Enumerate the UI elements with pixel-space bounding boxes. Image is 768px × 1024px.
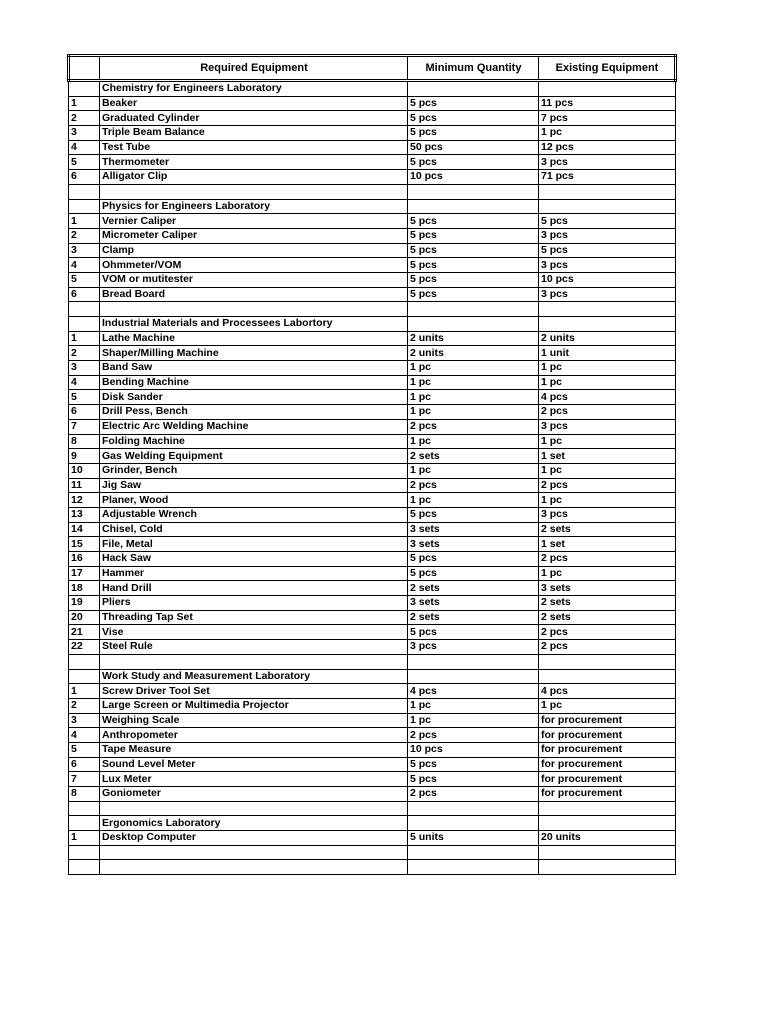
minimum-quantity: 1 pc (408, 405, 539, 420)
row-number: 10 (69, 463, 100, 478)
minimum-quantity (408, 317, 539, 332)
row-number: 21 (69, 625, 100, 640)
existing-equipment: 1 pc (539, 126, 676, 141)
row-number: 3 (69, 243, 100, 258)
equipment-name: Triple Beam Balance (100, 126, 408, 141)
equipment-name: Alligator Clip (100, 170, 408, 185)
minimum-quantity: 5 pcs (408, 287, 539, 302)
existing-equipment: 20 units (539, 831, 676, 846)
minimum-quantity: 1 pc (408, 713, 539, 728)
equipment-name: Sound Level Meter (100, 757, 408, 772)
minimum-quantity: 5 pcs (408, 507, 539, 522)
table-row (69, 228, 676, 243)
minimum-quantity: 2 pcs (408, 728, 539, 743)
equipment-sheet (67, 54, 674, 875)
equipment-name: Test Tube (100, 140, 408, 155)
blank-row (69, 860, 676, 875)
table-row (69, 772, 676, 787)
row-number: 5 (69, 155, 100, 170)
row-number (69, 184, 100, 199)
row-number: 1 (69, 331, 100, 346)
minimum-quantity: 5 pcs (408, 772, 539, 787)
equipment-name (100, 845, 408, 860)
row-number: 1 (69, 831, 100, 846)
section-heading-row (69, 669, 676, 684)
row-number: 8 (69, 787, 100, 802)
minimum-quantity: 5 pcs (408, 126, 539, 141)
row-number: 17 (69, 566, 100, 581)
table-row (69, 331, 676, 346)
table-row (69, 507, 676, 522)
table-row (69, 111, 676, 126)
existing-equipment (539, 199, 676, 214)
row-number (69, 860, 100, 875)
equipment-name: Work Study and Measurement Laboratory (100, 669, 408, 684)
existing-equipment: 12 pcs (539, 140, 676, 155)
row-number: 3 (69, 713, 100, 728)
table-row (69, 449, 676, 464)
minimum-quantity (408, 302, 539, 317)
existing-equipment: 11 pcs (539, 96, 676, 111)
minimum-quantity: 2 sets (408, 610, 539, 625)
equipment-name: Band Saw (100, 361, 408, 376)
minimum-quantity (408, 81, 539, 97)
row-number: 2 (69, 346, 100, 361)
minimum-quantity: 2 units (408, 346, 539, 361)
equipment-name: Chemistry for Engineers Laboratory (100, 81, 408, 97)
minimum-quantity: 1 pc (408, 361, 539, 376)
existing-equipment: 1 pc (539, 698, 676, 713)
equipment-name: Grinder, Bench (100, 463, 408, 478)
minimum-quantity: 5 pcs (408, 552, 539, 567)
blank-row (69, 302, 676, 317)
minimum-quantity: 2 units (408, 331, 539, 346)
minimum-quantity: 10 pcs (408, 742, 539, 757)
row-number: 6 (69, 170, 100, 185)
row-number (69, 302, 100, 317)
row-number: 18 (69, 581, 100, 596)
table-header (69, 56, 676, 81)
existing-equipment: 2 sets (539, 610, 676, 625)
row-number: 20 (69, 610, 100, 625)
minimum-quantity: 5 pcs (408, 625, 539, 640)
table-row (69, 742, 676, 757)
equipment-name: Bread Board (100, 287, 408, 302)
existing-equipment (539, 845, 676, 860)
table-row (69, 625, 676, 640)
equipment-name (100, 654, 408, 669)
existing-equipment: 1 set (539, 537, 676, 552)
minimum-quantity: 3 sets (408, 537, 539, 552)
minimum-quantity (408, 199, 539, 214)
equipment-name: Vise (100, 625, 408, 640)
equipment-name: Goniometer (100, 787, 408, 802)
table-row (69, 214, 676, 229)
row-number: 14 (69, 522, 100, 537)
blank-row (69, 184, 676, 199)
blank-row (69, 845, 676, 860)
table-row (69, 713, 676, 728)
minimum-quantity: 5 pcs (408, 243, 539, 258)
existing-equipment: 3 pcs (539, 507, 676, 522)
equipment-name: Hammer (100, 566, 408, 581)
table-row (69, 831, 676, 846)
minimum-quantity: 1 pc (408, 493, 539, 508)
equipment-name: Desktop Computer (100, 831, 408, 846)
equipment-name: Physics for Engineers Laboratory (100, 199, 408, 214)
table-row (69, 375, 676, 390)
existing-equipment: 2 pcs (539, 405, 676, 420)
existing-equipment: 1 pc (539, 463, 676, 478)
existing-equipment: 2 units (539, 331, 676, 346)
existing-equipment (539, 801, 676, 816)
table-row (69, 361, 676, 376)
row-number: 4 (69, 258, 100, 273)
existing-equipment: 71 pcs (539, 170, 676, 185)
table-row (69, 757, 676, 772)
minimum-quantity: 5 pcs (408, 214, 539, 229)
existing-equipment (539, 860, 676, 875)
existing-equipment: 2 sets (539, 596, 676, 611)
existing-equipment (539, 669, 676, 684)
equipment-name: Steel Rule (100, 640, 408, 655)
minimum-quantity: 5 pcs (408, 96, 539, 111)
row-number: 15 (69, 537, 100, 552)
equipment-name: Adjustable Wrench (100, 507, 408, 522)
equipment-name: Large Screen or Multimedia Projector (100, 698, 408, 713)
minimum-quantity: 3 sets (408, 522, 539, 537)
row-number: 3 (69, 126, 100, 141)
table-row (69, 287, 676, 302)
equipment-name: Ergonomics Laboratory (100, 816, 408, 831)
minimum-quantity: 5 units (408, 831, 539, 846)
existing-equipment: 1 pc (539, 566, 676, 581)
minimum-quantity (408, 669, 539, 684)
table-row (69, 243, 676, 258)
minimum-quantity: 50 pcs (408, 140, 539, 155)
minimum-quantity: 2 pcs (408, 419, 539, 434)
equipment-name: Chisel, Cold (100, 522, 408, 537)
minimum-quantity (408, 184, 539, 199)
existing-equipment: 2 sets (539, 522, 676, 537)
row-number: 8 (69, 434, 100, 449)
existing-equipment: for procurement (539, 772, 676, 787)
existing-equipment (539, 302, 676, 317)
equipment-name: Hack Saw (100, 552, 408, 567)
existing-equipment (539, 184, 676, 199)
existing-equipment: for procurement (539, 713, 676, 728)
table-row (69, 390, 676, 405)
row-number (69, 816, 100, 831)
table-row (69, 478, 676, 493)
minimum-quantity (408, 860, 539, 875)
equipment-name: Electric Arc Welding Machine (100, 419, 408, 434)
minimum-quantity (408, 801, 539, 816)
equipment-name (100, 860, 408, 875)
equipment-name: VOM or mutitester (100, 272, 408, 287)
minimum-quantity: 2 sets (408, 449, 539, 464)
equipment-name: Folding Machine (100, 434, 408, 449)
minimum-quantity: 3 pcs (408, 640, 539, 655)
existing-equipment (539, 816, 676, 831)
equipment-name: Micrometer Caliper (100, 228, 408, 243)
row-number: 1 (69, 214, 100, 229)
header-number (69, 56, 100, 81)
existing-equipment: 4 pcs (539, 684, 676, 699)
header-required-equipment: Required Equipment (100, 56, 408, 81)
table-row (69, 140, 676, 155)
existing-equipment: 1 pc (539, 434, 676, 449)
table-row (69, 170, 676, 185)
table-row (69, 493, 676, 508)
existing-equipment: 2 pcs (539, 625, 676, 640)
equipment-table (67, 54, 677, 875)
section-heading-row (69, 199, 676, 214)
header-row (69, 56, 676, 81)
existing-equipment: 2 pcs (539, 478, 676, 493)
table-row (69, 698, 676, 713)
equipment-name: Lux Meter (100, 772, 408, 787)
equipment-name: Beaker (100, 96, 408, 111)
existing-equipment: 10 pcs (539, 272, 676, 287)
existing-equipment: for procurement (539, 757, 676, 772)
table-row (69, 155, 676, 170)
table-row (69, 537, 676, 552)
header-minimum-quantity: Minimum Quantity (408, 56, 539, 81)
row-number (69, 81, 100, 97)
table-row (69, 640, 676, 655)
row-number: 3 (69, 361, 100, 376)
equipment-name: Planer, Wood (100, 493, 408, 508)
table-row (69, 728, 676, 743)
existing-equipment (539, 654, 676, 669)
existing-equipment: 1 set (539, 449, 676, 464)
row-number (69, 317, 100, 332)
section-heading-row (69, 816, 676, 831)
table-row (69, 787, 676, 802)
equipment-name: Drill Pess, Bench (100, 405, 408, 420)
row-number: 7 (69, 772, 100, 787)
existing-equipment: 2 pcs (539, 552, 676, 567)
existing-equipment: for procurement (539, 728, 676, 743)
equipment-name: File, Metal (100, 537, 408, 552)
row-number: 11 (69, 478, 100, 493)
minimum-quantity: 1 pc (408, 375, 539, 390)
row-number: 2 (69, 228, 100, 243)
row-number (69, 654, 100, 669)
existing-equipment: for procurement (539, 787, 676, 802)
equipment-name: Screw Driver Tool Set (100, 684, 408, 699)
equipment-name: Graduated Cylinder (100, 111, 408, 126)
table-row (69, 405, 676, 420)
existing-equipment: 3 pcs (539, 258, 676, 273)
row-number: 1 (69, 684, 100, 699)
table-row (69, 96, 676, 111)
section-heading-row (69, 317, 676, 332)
row-number: 7 (69, 419, 100, 434)
existing-equipment: 2 pcs (539, 640, 676, 655)
row-number: 6 (69, 287, 100, 302)
equipment-name: Clamp (100, 243, 408, 258)
table-row (69, 346, 676, 361)
row-number (69, 199, 100, 214)
row-number: 12 (69, 493, 100, 508)
table-row (69, 258, 676, 273)
minimum-quantity (408, 816, 539, 831)
existing-equipment: 1 pc (539, 361, 676, 376)
minimum-quantity: 1 pc (408, 463, 539, 478)
equipment-name: Jig Saw (100, 478, 408, 493)
row-number: 2 (69, 111, 100, 126)
equipment-name: Threading Tap Set (100, 610, 408, 625)
minimum-quantity (408, 654, 539, 669)
row-number: 19 (69, 596, 100, 611)
minimum-quantity: 4 pcs (408, 684, 539, 699)
blank-row (69, 654, 676, 669)
existing-equipment: 3 pcs (539, 419, 676, 434)
minimum-quantity: 2 pcs (408, 787, 539, 802)
minimum-quantity: 2 pcs (408, 478, 539, 493)
existing-equipment: 5 pcs (539, 214, 676, 229)
table-row (69, 419, 676, 434)
existing-equipment: 1 pc (539, 375, 676, 390)
row-number: 4 (69, 728, 100, 743)
existing-equipment: 3 pcs (539, 287, 676, 302)
equipment-name (100, 302, 408, 317)
row-number: 5 (69, 272, 100, 287)
minimum-quantity: 2 sets (408, 581, 539, 596)
equipment-name: Hand Drill (100, 581, 408, 596)
equipment-name: Ohmmeter/VOM (100, 258, 408, 273)
row-number: 6 (69, 757, 100, 772)
row-number: 4 (69, 140, 100, 155)
existing-equipment: 7 pcs (539, 111, 676, 126)
existing-equipment: 3 pcs (539, 228, 676, 243)
equipment-name: Thermometer (100, 155, 408, 170)
table-row (69, 552, 676, 567)
equipment-name: Shaper/Milling Machine (100, 346, 408, 361)
row-number (69, 845, 100, 860)
row-number: 5 (69, 742, 100, 757)
table-row (69, 596, 676, 611)
table-row (69, 434, 676, 449)
row-number: 13 (69, 507, 100, 522)
minimum-quantity: 3 sets (408, 596, 539, 611)
minimum-quantity: 5 pcs (408, 228, 539, 243)
equipment-name (100, 801, 408, 816)
table-row (69, 463, 676, 478)
equipment-name: Pliers (100, 596, 408, 611)
equipment-name (100, 184, 408, 199)
equipment-name: Tape Measure (100, 742, 408, 757)
section-heading-row (69, 81, 676, 97)
row-number: 1 (69, 96, 100, 111)
table-row (69, 272, 676, 287)
existing-equipment (539, 81, 676, 97)
minimum-quantity: 1 pc (408, 698, 539, 713)
row-number (69, 801, 100, 816)
existing-equipment: 3 sets (539, 581, 676, 596)
minimum-quantity: 5 pcs (408, 258, 539, 273)
equipment-name: Vernier Caliper (100, 214, 408, 229)
equipment-name: Bending Machine (100, 375, 408, 390)
existing-equipment: 1 unit (539, 346, 676, 361)
row-number: 9 (69, 449, 100, 464)
row-number: 5 (69, 390, 100, 405)
table-row (69, 581, 676, 596)
minimum-quantity: 5 pcs (408, 155, 539, 170)
table-row (69, 522, 676, 537)
minimum-quantity: 10 pcs (408, 170, 539, 185)
equipment-name: Industrial Materials and Processees Labortory (100, 317, 408, 332)
table-body (69, 81, 676, 875)
existing-equipment: 4 pcs (539, 390, 676, 405)
existing-equipment: 1 pc (539, 493, 676, 508)
row-number: 16 (69, 552, 100, 567)
equipment-name: Anthropometer (100, 728, 408, 743)
blank-row (69, 801, 676, 816)
table-row (69, 566, 676, 581)
existing-equipment (539, 317, 676, 332)
minimum-quantity: 5 pcs (408, 111, 539, 126)
equipment-name: Disk Sander (100, 390, 408, 405)
existing-equipment: 5 pcs (539, 243, 676, 258)
equipment-name: Weighing Scale (100, 713, 408, 728)
table-row (69, 126, 676, 141)
minimum-quantity: 5 pcs (408, 272, 539, 287)
equipment-name: Lathe Machine (100, 331, 408, 346)
existing-equipment: 3 pcs (539, 155, 676, 170)
row-number: 2 (69, 698, 100, 713)
header-existing-equipment: Existing Equipment (539, 56, 676, 81)
minimum-quantity: 1 pc (408, 390, 539, 405)
row-number: 6 (69, 405, 100, 420)
table-row (69, 610, 676, 625)
minimum-quantity: 5 pcs (408, 566, 539, 581)
existing-equipment: for procurement (539, 742, 676, 757)
equipment-name: Gas Welding Equipment (100, 449, 408, 464)
table-row (69, 684, 676, 699)
minimum-quantity: 1 pc (408, 434, 539, 449)
minimum-quantity: 5 pcs (408, 757, 539, 772)
minimum-quantity (408, 845, 539, 860)
row-number (69, 669, 100, 684)
row-number: 22 (69, 640, 100, 655)
row-number: 4 (69, 375, 100, 390)
